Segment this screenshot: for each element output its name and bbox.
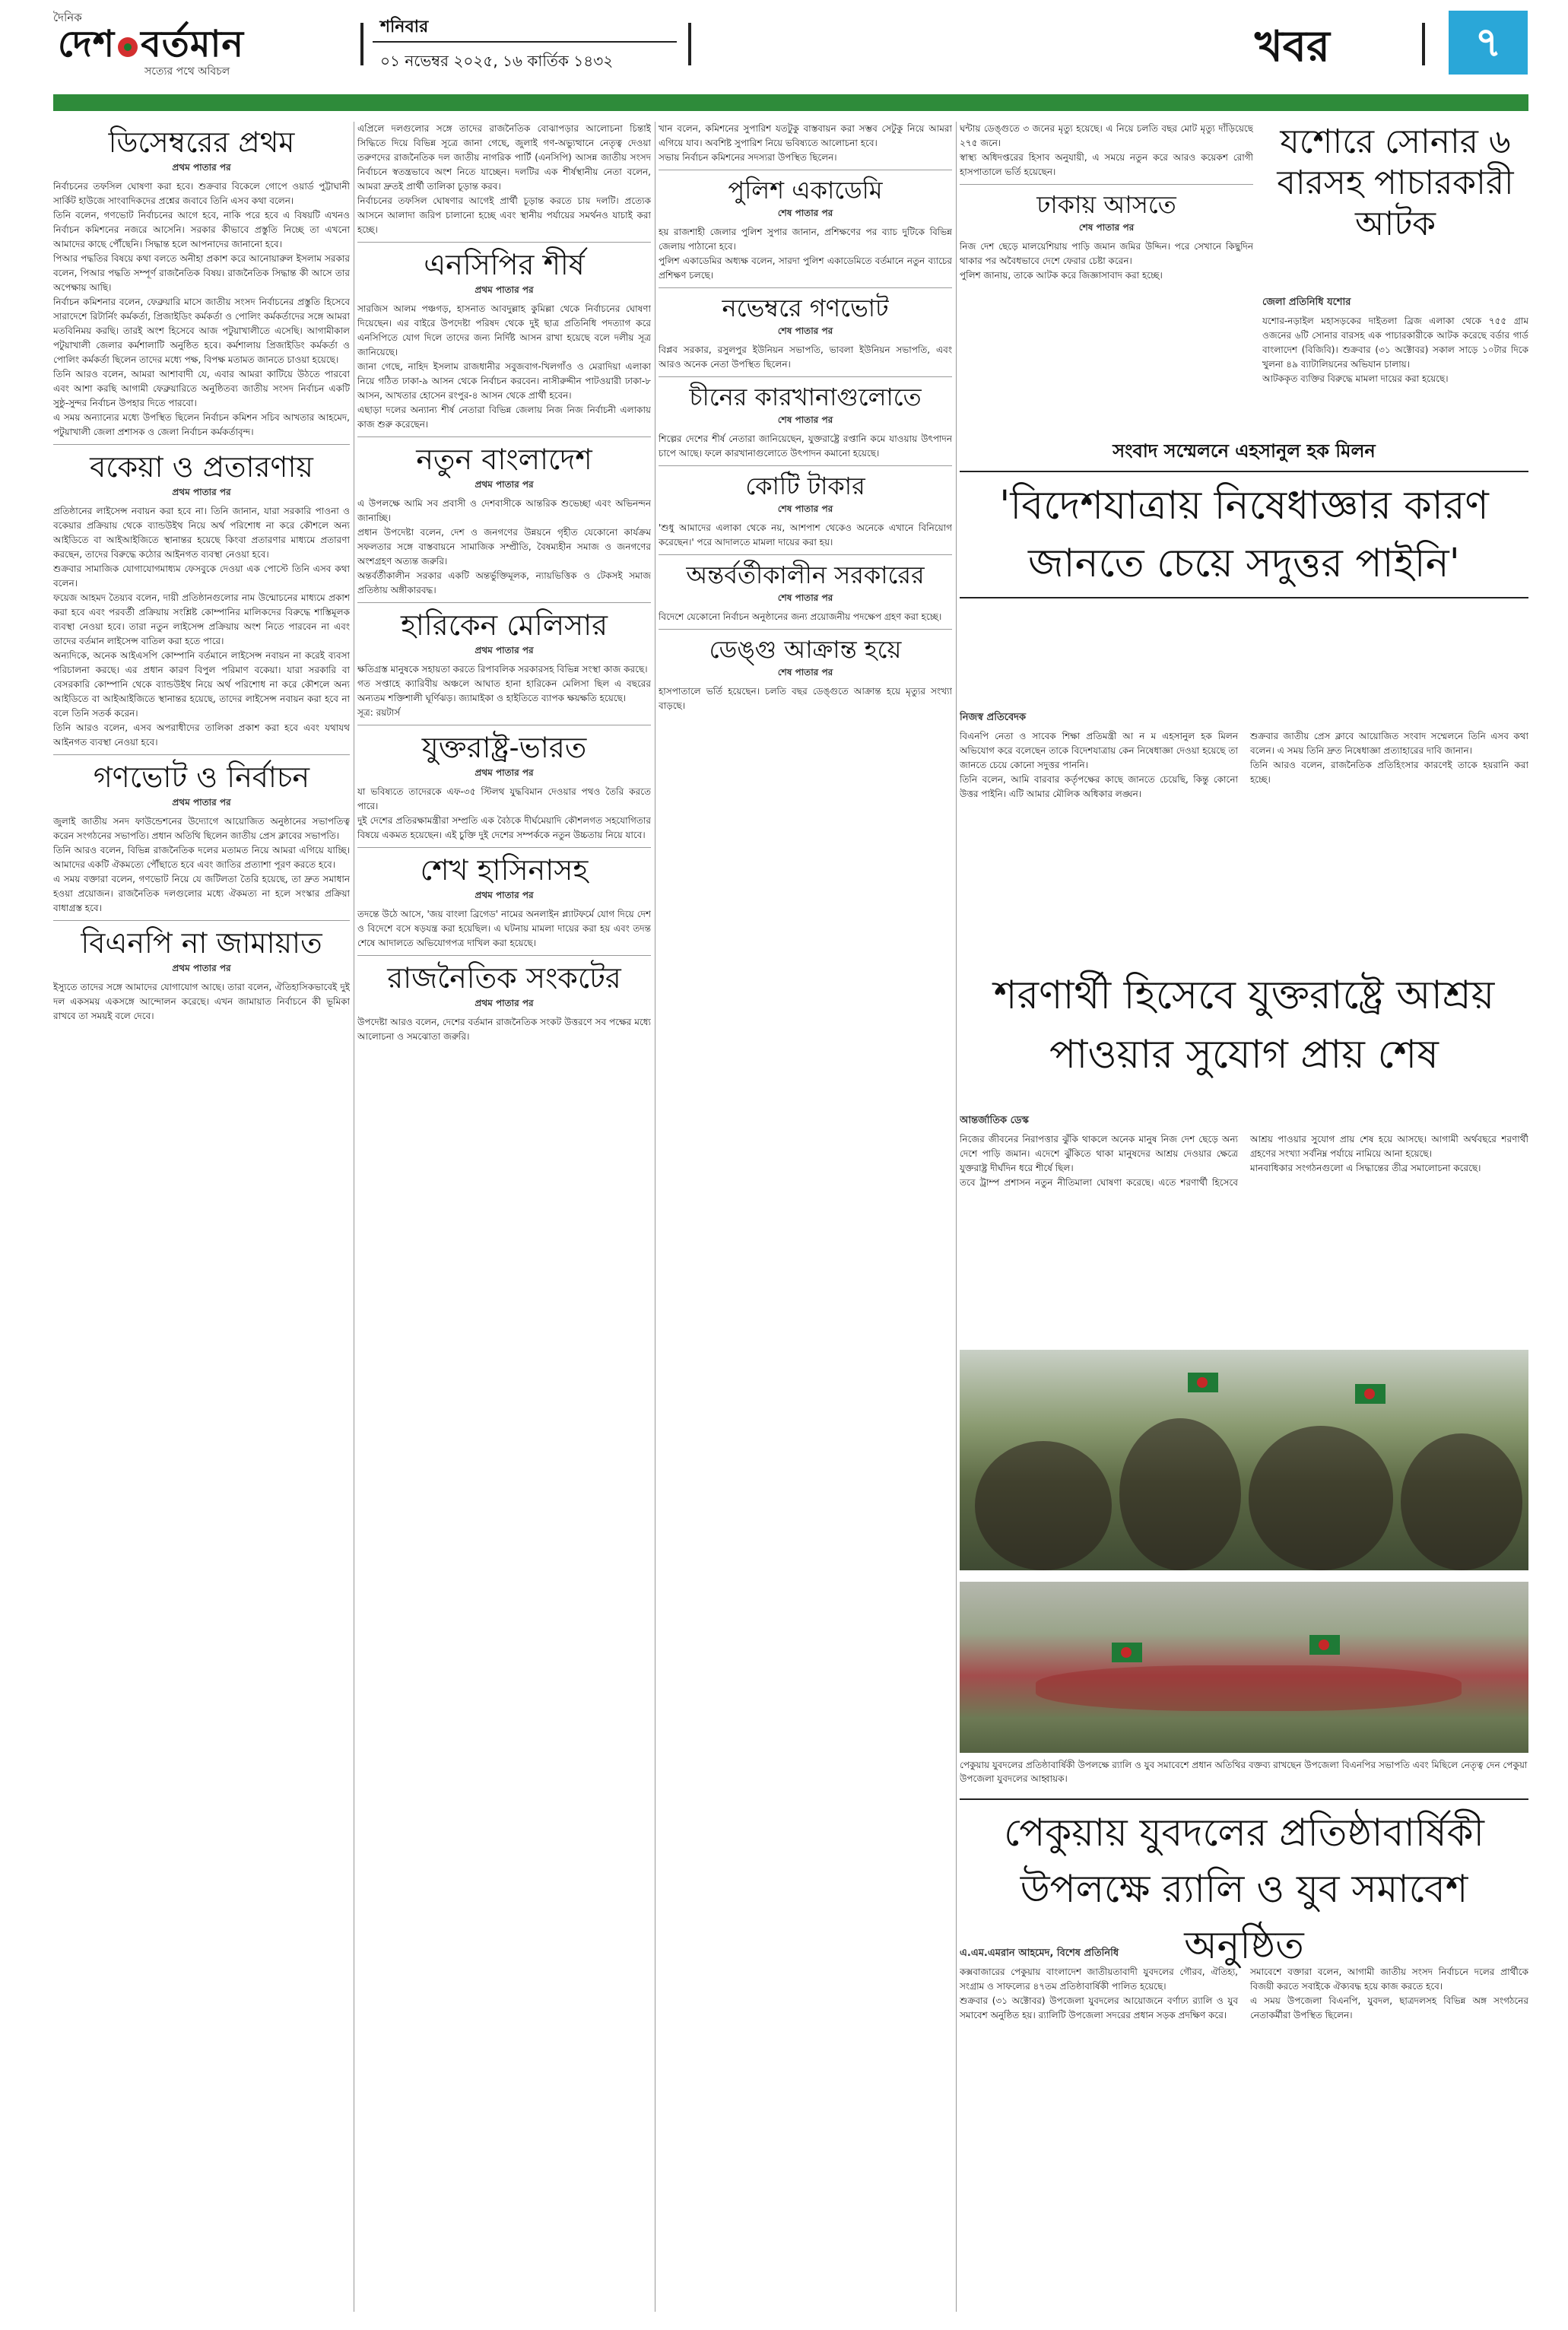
- article-body: যশোর-নড়াইল মহাসড়কের দাইতলা ব্রিজ এলাকা থেকে ৭৫৫ গ্রাম ওজনের ৬টি সোনার বারসহ এক পাচারকারীকে আটক করেছে বর্ডার গার্ড বাংলাদেশ (বিজিবি)। শুক্রবার (৩১ অক্টোবর) সকাল সাড়ে ১০টার দিকে খুলনা ৪৯ ব্যাটালিয়নের অভিযান চালায়। আটককৃত ব্যক্তির বিরুদ্ধে মামলা দায়ের করা হয়েছে।: [1262, 316, 1528, 384]
- flag-icon: [1112, 1643, 1142, 1662]
- article-headline: অন্তর্বর্তীকালীন সরকারের: [686, 560, 925, 589]
- continuation-label: প্রথম পাতার পর: [475, 284, 534, 295]
- article-divider: [659, 629, 952, 630]
- article-divider: [357, 242, 651, 243]
- masthead-divider: [1422, 23, 1425, 65]
- continuation-label: প্রথম পাতার পর: [475, 479, 534, 490]
- article-headline: ডেঙ্গু আক্রান্ত হয়ে: [709, 635, 902, 664]
- article-byline: জেলা প্রতিনিধি যশোর: [1262, 297, 1351, 308]
- pekuya-headline: পেকুয়ায় যুবদলের প্রতিষ্ঠাবার্ষিকী উপলক্ষে র‌্যালি ও যুব সমাবেশ অনুষ্ঠিত: [960, 1798, 1528, 1973]
- article-divider: [53, 754, 350, 755]
- continuation-label: প্রথম পাতার পর: [475, 645, 534, 656]
- article: [53, 925, 350, 1024]
- continuation-label: প্রথম পাতার পর: [475, 998, 534, 1008]
- flag-icon: [1188, 1373, 1218, 1392]
- article-body: যা ভবিষ্যতে তাদেরকে এফ-৩৫ স্টিলথ যুদ্ধবিমান দেওয়ার পথও তৈরি করতে পারে। দুই দেশের প্রতিরক্ষামন্ত্রীরা সম্প্রতি এক বৈঠকে দীর্ঘমেয়াদি কৌশলগত সহযোগিতার বিষয়ে একমত হয়েছেন। এই চুক্তি দুই দেশের সম্পর্ককে নতুন উচ্চতায় নিয়ে যাবে।: [357, 786, 651, 840]
- continuation-label: প্রথম পাতার পর: [172, 797, 231, 808]
- article-body: বিদেশে যেকোনো নির্বাচন অনুষ্ঠানের জন্য প্রয়োজনীয় পদক্ষেপ গ্রহণ করা হচ্ছে।: [659, 611, 942, 622]
- refugee-text: [960, 1110, 1528, 1342]
- feature-story: [960, 437, 1528, 598]
- refugee-headline: শরণার্থী হিসেবে যুক্তরাষ্ট্রে আশ্রয় পাওয়ার সুযোগ প্রায় শেষ: [993, 973, 1495, 1078]
- article-divider: [357, 847, 651, 848]
- feature-headline: 'বিদেশযাত্রায় নিষেধাজ্ঞার কারণ জানতে চেয়ে সদুত্তর পাইনি': [960, 471, 1528, 598]
- article: [960, 122, 1253, 179]
- issue-day: শনিবার: [380, 17, 429, 37]
- article-divider: [659, 465, 952, 466]
- article-divider: [53, 444, 350, 445]
- article: [357, 960, 651, 1044]
- logo-tagline: সত্যের পথে অবিচল: [144, 65, 230, 78]
- article-headline: বিএনপি না জামায়াত: [81, 926, 322, 960]
- article-body: হয় রাজশাহী জেলার পুলিশ সুপার জানান, প্রশিক্ষণের পর ব্যাচ দুটিকে বিভিন্ন জেলায় পাঠানো হবে। পুলিশ একাডেমির অধ্যক্ষ বলেন, সারদা পুলিশ একাডেমিতে বর্তমানে নতুন ব্যাচের প্রশিক্ষণ চলছে।: [659, 227, 952, 281]
- article: [659, 634, 952, 713]
- logo-wordmark: দেশ বর্তমান: [58, 23, 245, 65]
- crowd-shape: [1119, 1418, 1241, 1570]
- article-body: বিএনপি নেতা ও সাবেক শিক্ষা প্রতিমন্ত্রী আ ন ম এহসানুল হক মিলন অভিযোগ করে বলেছেন তাকে বিদেশযাত্রায় কেন নিষেধাজ্ঞা দেওয়া হয়েছে তা জানতে চেয়ে কোনো সদুত্তর পাননি। তিনি বলেন, আমি বারবার কর্তৃপক্ষের কাছে জানতে চেয়েছি, কিন্তু কোনো উত্তর পাইনি। এটি আমার মৌলিক অধিকার লঙ্ঘন। শুক্রবার জাতীয় প্রেস ক্লাবে আয়োজিত সংবাদ সম্মেলনে তিনি এসব কথা বলেন। এ সময় তিনি দ্রুত নিষেধাজ্ঞা প্রত্যাহারের দাবি জানান। তিনি আরও বলেন, রাজনৈতিক প্রতিহিংসার কারণেই তাকে হয়রানি করা হচ্ছে।: [960, 731, 1528, 799]
- continuation-label: শেষ পাতার পর: [777, 592, 833, 603]
- rally-photo: [960, 1350, 1528, 1570]
- article: [659, 122, 952, 165]
- article-headline: কোটি টাকার: [745, 471, 865, 500]
- continuation-label: শেষ পাতার পর: [777, 503, 833, 514]
- article-divider: [659, 376, 952, 377]
- issue-date: ০১ নভেম্বর ২০২৫, ১৬ কার্তিক ১৪৩২: [380, 52, 614, 70]
- lead-headline-right: যশোরে সোনার ৬ বারসহ পাচারকারী আটক: [1277, 122, 1514, 243]
- article-headline: চীনের কারখানাগুলোতে: [689, 383, 922, 411]
- article: [357, 730, 651, 843]
- article-body: সারজিস আলম পঞ্চগড়, হাসনাত আবদুল্লাহ কুমিল্লা থেকে নির্বাচনের ঘোষণা দিয়েছেন। এর বাইরে উপদেষ্টা পরিষদ থেকে দুই ছাত্র প্রতিনিধি পদত্যাগ করে এনসিপিতে যোগ দিলে তাদের জন্য নির্দিষ্ট আসন রাখা হয়েছে বলে দলীয় সূত্র জানিয়েছে। জানা গেছে, নাহিদ ইসলাম রাজধানীর সবুজবাগ-খিলগাঁও ও মেরাদিয়া এলাকা নিয়ে গঠিত ঢাকা-৯ আসন থেকে নির্বাচন করবেন। নাসীরুদ্দীন পাটওয়ারী ঢাকা-৮ আসন, আখতার হোসেন রংপুর-৪ আসন থেকে প্রার্থী হবেন। এছাড়া দলের অন্যান্য শীর্ষ নেতারা বিভিন্ন জেলায় নিজ নিজ নির্বাচনী এলাকায় কাজ শুরু করেছেন।: [357, 303, 651, 430]
- column-4: [960, 122, 1253, 430]
- logo-emblem-icon: [118, 37, 138, 57]
- article-body: হাসপাতালে ভর্তি হয়েছেন। চলতি বছর ডেঙ্গুতে আক্রান্ত হয়ে মৃত্যুর সংখ্যা বাড়ছে।: [659, 686, 952, 711]
- continuation-label: শেষ পাতার পর: [777, 667, 833, 678]
- masthead-divider: [688, 23, 691, 65]
- crowd-shape: [1249, 1426, 1393, 1570]
- flag-icon: [1309, 1635, 1340, 1655]
- article-byline: আন্তর্জাতিক ডেস্ক: [960, 1115, 1029, 1126]
- article-divider: [659, 554, 952, 555]
- column-2: [357, 122, 651, 1049]
- article-headline: এনসিপির শীর্ষ: [424, 248, 585, 281]
- article-body: খান বলেন, কমিশনের সুপারিশ যতটুকু বাস্তবায়ন করা সম্ভব সেটুকু নিয়ে আমরা এগিয়ে যাব। অবশিষ্ট সুপারিশ নিয়ে ভবিষ্যতে আলোচনা হবে। সভায় নির্বাচন কমিশনের সদস্যরা উপস্থিত ছিলেন।: [659, 123, 952, 163]
- article: [960, 189, 1253, 283]
- article: [659, 293, 952, 372]
- article-headline: রাজনৈতিক সংকটের: [387, 961, 621, 995]
- article: [659, 471, 952, 550]
- refugee-story: [960, 966, 1528, 1084]
- article: [659, 382, 952, 461]
- article: [357, 442, 651, 598]
- article-headline: বকেয়া ও প্রতারণায়: [90, 450, 313, 484]
- page-number: ৭: [1449, 11, 1528, 75]
- continuation-label: প্রথম পাতার পর: [172, 487, 231, 497]
- section-title: খবর: [1255, 21, 1330, 71]
- continuation-label: শেষ পাতার পর: [777, 325, 833, 336]
- article-body: নিজ দেশ ছেড়ে মালয়েশিয়ায় পাড়ি জমান জমির উদ্দিন। পরে সেখানে কিছুদিন থাকার পর অবৈধভাবে দেশে ফেরার চেষ্টা করেন। পুলিশ জানায়, তাকে আটক করে জিজ্ঞাসাবাদ করা হচ্ছে।: [960, 241, 1253, 281]
- continuation-label: প্রথম পাতার পর: [172, 162, 231, 173]
- flag-icon: [1355, 1384, 1385, 1404]
- article-headline: পুলিশ একাডেমি: [728, 176, 883, 205]
- article: [659, 175, 952, 283]
- feature-text: [960, 707, 1528, 958]
- header-rule: [53, 94, 1528, 111]
- article: [659, 560, 952, 624]
- article-divider: [357, 436, 651, 437]
- article-body: বিপ্লব সরকার, রসুলপুর ইউনিয়ন সভাপতি, ভাবলা ইউনিয়ন সভাপতি, এবং আরও অনেক নেতা উপস্থিত ছিলেন।: [659, 344, 952, 370]
- article-divider: [357, 602, 651, 603]
- article-body: নিজের জীবনের নিরাপত্তার ঝুঁকি থাকলে অনেক মানুষ নিজ দেশ ছেড়ে অন্য দেশে পাড়ি জমান। এদেশে ঝুঁকিতে থাকা মানুষদের আশ্রয় দেওয়ার ক্ষেত্রে যুক্তরাষ্ট্র দীর্ঘদিন ধরে শীর্ষে ছিল। তবে ট্রাম্প প্রশাসন নতুন নীতিমালা ঘোষণা করেছে। এতে শরণার্থী হিসেবে আশ্রয় পাওয়ার সুযোগ প্রায় শেষ হয়ে আসছে। আগামী অর্থবছরে শরণার্থী গ্রহণের সংখ্যা সর্বনিম্ন পর্যায়ে নামিয়ে আনা হয়েছে। মানবাধিকার সংগঠনগুলো এ সিদ্ধান্তের তীব্র সমালোচনা করেছে।: [960, 1134, 1528, 1188]
- article-body: জুলাই জাতীয় সনদ ফাউন্ডেশনের উদ্যোগে আয়োজিত অনুষ্ঠানের সভাপতিত্ব করেন সংগঠনের সভাপতি। প্রধান অতিথি ছিলেন জাতীয় প্রেস ক্লাবের সভাপতি। তিনি আরও বলেন, বিভিন্ন রাজনৈতিক দলের মতামত নিয়ে আমরা এগিয়ে যাচ্ছি। আমাদের একটি ঐকমত্যে পৌঁছাতে হবে এবং জাতির প্রত্যাশা পূরণ করতে হবে। এ সময় বক্তারা বলেন, গণভোট নিয়ে যে জটিলতা তৈরি হয়েছে, তা দ্রুত সমাধান হওয়া প্রয়োজন। রাজনৈতিক দলগুলোর মধ্যে ঐকমত্য না হলে সংস্কার প্রক্রিয়া বাধাগ্রস্ত হবে।: [53, 816, 350, 913]
- article-body: নির্বাচনের তফসিল ঘোষণা করা হবে। শুক্রবার বিকেলে গোপে ওয়ার্ড পুট্টাঘানী সার্কিট হাউজে সাংবাদিকদের প্রশ্নের জবাবে তিনি এসব কথা বলেন। তিনি বলেন, গণভোট নির্বাচনের আগে হবে, নাকি পরে হবে এ বিষয়টি এখনও নির্বাচন কমিশনের নজরে আসেনি। সরকার কীভাবে প্রস্তুতি নিচ্ছে তা এখনো আমাদের কাছে পৌঁছেনি। সিদ্ধান্ত হলে আপনাদের জানানো হবে। পিআর পদ্ধতির বিষয়ে কথা বলতে অনীহা প্রকাশ করে আনোয়ারুল ইসলাম সরকার বলেন, পিআর পদ্ধতি সম্পূর্ণ রাজনৈতিক বিষয়। রাজনৈতিক সিদ্ধান্ত কী আসে তার অপেক্ষায় আছি। নির্বাচন কমিশনার বলেন, ফেব্রুয়ারি মাসে জাতীয় সংসদ নির্বাচনের প্রস্তুতি হিসেবে সারাদেশে রিটার্নিং কর্মকর্তা, প্রিজাইডিং কর্মকর্তা ও পোলিং কর্মকর্তাদের সঙ্গে আমরা মতবিনিময় করছি। তারই অংশ হিসেবে আজ পটুয়াখালীতে এসেছি। আগামীকাল পটুয়াখালী জেলার কর্মশালাটি অনুষ্ঠিত হবে। কর্মশালায় প্রিজাইডিং কর্মকর্তা ও পোলিং কর্মকর্তা ছিলেন তাদের মধ্যে পক্ষ, বিপক্ষ মতামত জানতে চাওয়া হয়েছে। তিনি আরও বলেন, আমরা আশাবাদী যে, এবার আমরা কাটিয়ে উঠতে পারবো এবং আশা করছি আগামী ফেব্রুয়ারিতে অনুষ্ঠিতব্য জাতীয় সংসদ নির্বাচন একটি সুষ্ঠু-সুন্দর নির্বাচন উপহার দিতে পারবো। এ সময় অন্যান্যের মধ্যে উপস্থিত ছিলেন নির্বাচন কমিশন সচিব আখতার আহমেদ, পটুয়াখালী জেলা প্রশাসক ও জেলা নির্বাচন কর্মকর্তাবৃন্দ।: [53, 181, 350, 437]
- article-headline: হারিকেন মেলিসার: [400, 608, 608, 642]
- article-divider: [357, 955, 651, 956]
- date-rule: [373, 41, 677, 43]
- article-body: এ উপলক্ষে আমি সব প্রবাসী ও দেশবাসীকে আন্তরিক শুভেচ্ছা এবং অভিনন্দন জানাচ্ছি। প্রধান উপদেষ্টা বলেন, দেশ ও জনগণের উন্নয়নে গৃহীত যেকোনো কার্যক্রম সফলতার সঙ্গে বাস্তবায়নে সামাজিক সম্প্রীতি, বৈষম্যহীন সমাজ ও জনগণের অংশগ্রহণ অত্যন্ত জরুরি। অন্তর্বর্তীকালীন সরকার একটি অন্তর্ভুক্তিমূলক, ন্যায়ভিত্তিক ও টেকসই সমাজ প্রতিষ্ঠায় অঙ্গীকারবদ্ধ।: [357, 498, 651, 595]
- photo-caption: পেকুয়ায় যুবদলের প্রতিষ্ঠাবার্ষিকী উপলক্ষে র‌্যালি ও যুব সমাবেশে প্রধান অতিথির বক্তব্য রাখছেন উপজেলা বিএনপির সভাপতি এবং মিছিলে নেতৃত্ব দেন পেকুয়া উপজেলা যুবদলের আহ্বায়ক।: [960, 1760, 1528, 1784]
- article-headline: যুক্তরাষ্ট্র-ভারত: [421, 731, 587, 764]
- article-headline: ডিসেম্বরের প্রথম: [108, 125, 295, 159]
- article: [357, 247, 651, 432]
- article: [53, 449, 350, 750]
- article-body: প্রতিষ্ঠানের লাইসেন্স নবায়ন করা হবে না। তিনি জানান, যারা সরকারি পাওনা ও বকেয়ার প্রক্রিয়ায় থেকে ব্যান্ডউইথ নিয়ে অর্থ পরিশোধ না করে কৌশলে অন্য আইডিতে বা আইআইজিতে স্থানান্তর হয়েছে কিংবা প্রতারণার মাধ্যমে প্রতারণা করছেন, তাদের বিরুদ্ধে কঠোর আইনগত ব্যবস্থা নেওয়া হবে। শুক্রবার সামাজিক যোগাযোগমাধ্যম ফেসবুকে দেওয়া এক পোস্টে তিনি এসব কথা বলেন। ফয়েজ আহমদ তৈয়্যব বলেন, দায়ী প্রতিষ্ঠানগুলোর নাম উন্মোচনের মাধ্যমে প্রকাশ করা হবে এবং পরবর্তী প্রক্রিয়ায় সংশ্লিষ্ট কোম্পানির মালিকদের বিরুদ্ধে শাস্তিমূলক ব্যবস্থা নেওয়া হবে। তারা নতুন লাইসেন্স প্রক্রিয়ায় অংশ নিতে পারবেন না এবং তাদের বর্তমান লাইসেন্স বাতিল করা হতে পারে। অন্যদিকে, অনেক আইএসপি কোম্পানি বর্তমানে লাইসেন্স নবায়ন না করেই ব্যবসা পরিচালনা করছে। এর প্রধান কারণ বিপুল পরিমাণ বকেয়া। যারা সরকারি বা বেসরকারি কোম্পানি থেকে ব্যান্ডউইথ নিয়ে অর্থ পরিশোধ না করে কৌশলে অন্য আইডিতে বা আইআইজিতে স্থানান্তর হয়েছে, তাদের লাইসেন্স নবায়ন করা হবে না বলে তিনি সতর্ক করেন। তিনি আরও বলেন, এসব অপরাধীদের তালিকা প্রকাশ করা হবে এবং যথাযথ আইনগত ব্যবস্থা নেওয়া হবে।: [53, 506, 350, 748]
- article-body: তদন্তে উঠে আসে, 'জয় বাংলা ব্রিগেড' নামের অনলাইন প্ল্যাটফর্মে যোগ দিয়ে দেশ ও বিদেশে বসে ষড়যন্ত্র করা হয়েছিল। এ ঘটনায় মামলা দায়ের করা হয় এবং তদন্ত শেষে আদালতে অভিযোগপত্র দাখিল করা হয়েছে।: [357, 909, 651, 948]
- article-body: শিল্পের দেশের শীর্ষ নেতারা জানিয়েছেন, যুক্তরাষ্ট্রে রপ্তানি কমে যাওয়ায় উৎপাদন চাপে আছে। ফলে কারখানাগুলোতে উৎপাদন কমানো হয়েছে।: [659, 433, 952, 459]
- article-byline: এ.এম.এমরান আহমেদ, বিশেষ প্রতিনিধি: [960, 1947, 1119, 1959]
- procession-shape: [1036, 1665, 1462, 1711]
- article-body: ক্ষতিগ্রস্ত মানুষকে সহায়তা করতে রিপাবলিক সরকারসহ বিভিন্ন সংস্থা কাজ করছে। গত সপ্তাহে ক্যারিবীয় অঞ্চলে আঘাত হানা হারিকেন মেলিসা ছিল এ বছরের অন্যতম শক্তিশালী ঘূর্ণিঝড়। জ্যামাইকা ও হাইতিতে ব্যাপক ক্ষয়ক্ষতি হয়েছে। সূত্র: রয়টার্স: [357, 664, 651, 718]
- logo-prefix: দৈনিক: [53, 11, 82, 24]
- article-headline: গণভোট ও নির্বাচন: [93, 760, 310, 794]
- continuation-label: প্রথম পাতার পর: [475, 890, 534, 900]
- continuation-label: প্রথম পাতার পর: [172, 963, 231, 973]
- continuation-label: প্রথম পাতার পর: [475, 767, 534, 778]
- article-body: এপ্রিলে দলগুলোর সঙ্গে তাদের রাজনৈতিক বোঝাপড়ার আলোচনা চিন্তাই সিদ্ধিতে দিয়ে বিভিন্ন সূত্রে জানা গেছে, জুলাই গণ-অভ্যুত্থানে নেতৃত্ব দেওয়া তরুণদের রাজনৈতিক দল জাতীয় নাগরিক পার্টি (এনসিপি) আসন্ন জাতীয় সংসদ নির্বাচনে স্বতন্ত্রভাবে অংশ নিতে যাচ্ছেন। দলটির এক শীর্ষস্থানীয় নেতা বলেন, আমরা দ্রুতই প্রার্থী তালিকা চূড়ান্ত করব। নির্বাচনের তফসিল ঘোষণার আগেই প্রার্থী চূড়ান্ত করতে চায় দলটি। প্রত্যেক আসনে আলাদা জরিপ চালানো হচ্ছে এবং স্থানীয় পর্যায়ের সমর্থনও যাচাই করা হচ্ছে।: [357, 123, 651, 235]
- article-body: উপদেষ্টা আরও বলেন, দেশের বর্তমান রাজনৈতিক সংকট উত্তরণে সব পক্ষের মধ্যে আলোচনা ও সমঝোতা জরুরি।: [357, 1017, 651, 1042]
- article-body: ঘন্টায় ডেঙ্গুতে ৩ জনের মৃত্যু হয়েছে। এ নিয়ে চলতি বছর মোট মৃত্যু দাঁড়িয়েছে ২৭৫ জনে। স্বাস্থ্য অধিদপ্তরের হিসাব অনুযায়ী, এ সময়ে নতুন করে আরও কয়েকশ রোগী হাসপাতালে ভর্তি হয়েছেন।: [960, 123, 1253, 177]
- masthead-divider: [360, 23, 363, 65]
- article: [53, 760, 350, 916]
- article-divider: [960, 184, 1253, 185]
- article: [357, 608, 651, 720]
- article: [53, 125, 350, 440]
- column-divider: [956, 122, 957, 2312]
- article-headline: ঢাকায় আসতে: [1036, 190, 1176, 219]
- masthead: [0, 0, 1568, 90]
- pekuya-text: [960, 1943, 1528, 2293]
- article-headline: নতুন বাংলাদেশ: [416, 443, 592, 476]
- article-headline: নভেম্বরে গণভোট: [722, 294, 889, 322]
- article-byline: নিজস্ব প্রতিবেদক: [960, 712, 1027, 723]
- newspaper-logo: [53, 9, 350, 82]
- right-top-article: [1262, 292, 1528, 429]
- procession-photo: [960, 1582, 1528, 1753]
- article-body: 'শুধু আমাদের এলাকা থেকে নয়, আশপাশ থেকেও অনেকে এখানে বিনিয়োগ করেছেন।' পরে আদালতে মামলা দায়ের করা হয়।: [659, 522, 952, 548]
- crowd-shape: [1401, 1433, 1522, 1570]
- feature-kicker: সংবাদ সম্মেলনে এহসানুল হক মিলন: [1113, 440, 1376, 462]
- article: [357, 852, 651, 951]
- continuation-label: শেষ পাতার পর: [1078, 222, 1135, 233]
- crowd-shape: [975, 1441, 1112, 1570]
- column-1: [53, 122, 350, 1028]
- article-divider: [53, 920, 350, 921]
- continuation-label: শেষ পাতার পর: [777, 208, 833, 218]
- continuation-label: শেষ পাতার পর: [777, 414, 833, 425]
- column-3: [659, 122, 952, 718]
- article-divider: [659, 287, 952, 288]
- article-body: কক্সবাজারের পেকুয়ায় বাংলাদেশ জাতীয়তাবাদী যুবদলের গৌরব, ঐতিহ্য, সংগ্রাম ও সাফল্যের ৪৭তম প্রতিষ্ঠাবার্ষিকী পালিত হয়েছে। শুক্রবার (৩১ অক্টোবর) উপজেলা যুবদলের আয়োজনে বর্ণাঢ্য র‌্যালি ও যুব সমাবেশ অনুষ্ঠিত হয়। র‌্যালিটি উপজেলা সদরের প্রধান সড়ক প্রদক্ষিণ করে। সমাবেশে বক্তারা বলেন, আগামী জাতীয় সংসদ নির্বাচনে দলের প্রার্থীকে বিজয়ী করতে সবাইকে ঐক্যবদ্ধ হয়ে কাজ করতে হবে। এ সময় উপজেলা বিএনপি, যুবদল, ছাত্রদলসহ বিভিন্ন অঙ্গ সংগঠনের নেতাকর্মীরা উপস্থিত ছিলেন।: [960, 1967, 1528, 2020]
- article-headline: শেখ হাসিনাসহ: [420, 853, 589, 887]
- article-body: ইস্যুতে তাদের সঙ্গে আমাদের যোগাযোগ আছে। তারা বলেন, ঐতিহাসিকভাবেই দুই দল একসময় একসঙ্গে আন্দোলন করেছে। এখন জামায়াত নির্বাচনে কী ভূমিকা রাখবে তা সময়ই বলে দেবে।: [53, 982, 350, 1021]
- article: [357, 122, 651, 237]
